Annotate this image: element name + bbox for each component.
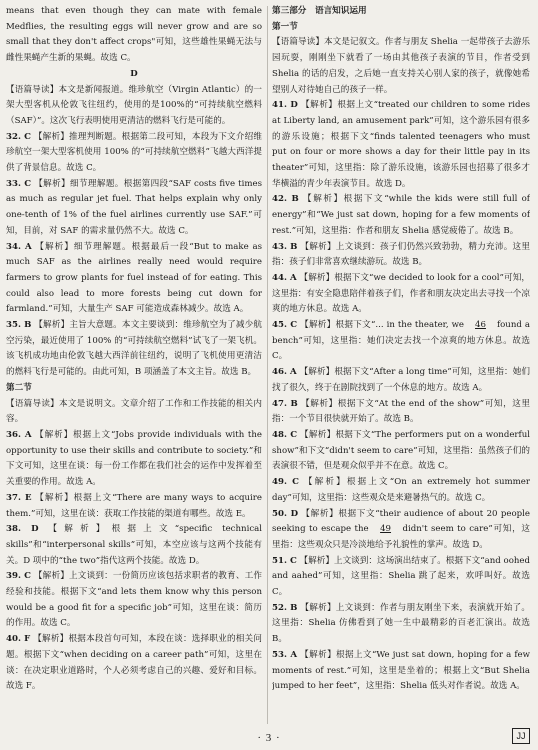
answer-item	[272, 507, 530, 554]
blank-number: 46	[475, 320, 486, 331]
answer-explanation: 【解析】上文谈到：这场演出结束了。根据下文“and oohed and aahed”可知，这里指：Shelia 跳了起来，欢呼叫好。故选 C。	[272, 555, 530, 598]
answer-label: 50. D	[272, 508, 299, 519]
answer-explanation: 【解析】根据上文“There are many ways to acquire them.”可知，这里在谈：获取工作技能的渠道有哪些。故选 E。	[6, 492, 262, 519]
blank-number: 49	[380, 524, 392, 535]
answer-item	[6, 130, 262, 177]
answer-explanation: 【解析】根据下文“their audience of about 20 people seeking to escape the	[272, 508, 530, 535]
answer-explanation: 【解析】根据下文“The performers put on a wonderful show”和下文“didn't seem to care”可知，这里指：虽然孩子们的表演很不错，但是观众似乎并不在意。故选 C。	[272, 429, 530, 472]
answer-label: 48. C	[272, 429, 298, 440]
answer-item	[272, 428, 530, 475]
answer-label: 46. A	[272, 367, 297, 378]
answer-item	[6, 177, 262, 240]
answer-item	[272, 365, 530, 396]
answer-explanation: 【解析】根据下文“we decided to look for a cool”可知，这里指：有安全隐患陪伴着孩子们，作者和朋友决定出去寻找一个凉爽的地方休息。故选 A。	[272, 272, 530, 315]
answer-label: 41. D	[272, 100, 298, 111]
answer-explanation: 【解析】上文谈到：作者与朋友刚坐下来，表演就开始了。这里指：Shelia 仿佛看到了她一生中最精彩的百老汇演出。故选 B。	[272, 602, 530, 645]
answer-label: 43. B	[272, 241, 298, 252]
passage-guide: 【语篇导读】本文是新闻报道。维珍航空（Virgin Atlantic）的一架大型客机从伦敦飞往纽约，使用的是100%的“可持续航空燃料（SAF）”。这次飞行表明使用更清洁的燃料飞行是可能的。	[6, 84, 262, 126]
answer-explanation: 【解析】上文谈到：一份简历应该包括求职者的教育、工作经验和技能。根据下文“and lets them know why this person would be a good fit for a specific job”可知，这里在谈：简历的作用。故选 C。	[6, 571, 262, 629]
answer-item	[6, 318, 262, 381]
right-column	[272, 4, 530, 728]
answer-item	[272, 475, 530, 506]
answer-label: 51. C	[272, 555, 297, 566]
answer-item	[272, 318, 530, 365]
answer-item	[272, 554, 530, 601]
passage-guide: means that even though they can mate with female Medflies, the resulting eggs will never grow and are so small that they don't affect crops"可知，这些雄性果蝇无法与雌性果蝇产生新的果蝇。故选 C。	[6, 6, 262, 64]
section-letter: D	[130, 68, 138, 79]
answer-explanation: 【解析】根据下文“while the kids were still full of energy”和“We just sat down, hoping for a few moments of rest.”可知，这里指：作者和朋友 Shelia 感觉疲倦了。故选 B。	[272, 194, 530, 236]
answer-label: 38. D	[6, 524, 39, 535]
page-badge: JJ	[512, 728, 530, 744]
answer-explanation: 【解析】主旨大意题。本文主要谈到：维珍航空为了减少航空污染，最近使用了 100% 的“可持续航空燃料”试飞了一架飞机。该飞机成功地由伦敦飞越大西洋前往纽约，说明了飞机使用更清洁的燃料飞行是可能的。由此可知，B 项涵盖了本文主旨。故选 B。	[6, 320, 262, 378]
answer-label: 35. B	[6, 320, 32, 331]
page-number: · 3 ·	[257, 732, 281, 744]
answer-explanation: 【解析】根据下文“After a long time”可知，这里指：她们找了很久，终于在剧院找到了一个休息的地方。故选 A。	[272, 367, 530, 393]
answer-item	[272, 240, 530, 271]
answer-explanation: 【解析】根据上文“specific technical skills”和“interpersonal skills”可知，本空应该与这两个技能有关。D 项中的“the two”指代这两个技能。故选 D。	[6, 524, 262, 566]
answer-explanation: 【解析】上文谈到：孩子们仍然兴致勃勃，精力充沛。这里指：孩子们非常喜欢继续游玩。故选 B。	[272, 241, 530, 268]
answer-label: 39. C	[6, 571, 31, 582]
answer-explanation: 【解析】根据上文“treated our children to some rides at Liberty land, an amusement park”可知，这个游乐园有很多的游乐设施；根据下文“finds talented teenagers who must put on four or more shows a day for their little pay in its theater”可知，这里指：除了游乐设施，该游乐园也招募了很多才华横溢的青少年表演节目。故选 D。	[272, 100, 530, 189]
answer-label: 32. C	[6, 131, 31, 142]
answer-item	[272, 192, 530, 239]
passage-guide: 【语篇导读】本文是记叙文。作者与朋友 Shelia 一起带孩子去游乐园玩耍，刚刚坐下就看了一场由其他孩子表演的节目，作者受到 Shelia 的话的启发，之后她一直支持关心别人家的孩子，就像她希望别人对待她自己的孩子一样。	[272, 37, 530, 95]
answer-explanation: 【解析】根据上文“Jobs provide individuals with the opportunity to use their skills and contribute to society.”和下文可知，这里在谈：每一份工作都在我们社会的运作中发挥着至关重要的作用。故选 A。	[6, 429, 262, 488]
answer-item	[272, 648, 530, 695]
answer-label: 53. A	[272, 649, 297, 660]
answer-item	[272, 601, 530, 648]
answer-item	[6, 632, 262, 695]
answer-item	[6, 240, 262, 319]
answer-explanation: 【解析】根据下文“At the end of the show”可知，这里指：一个节目很快就开始了。故选 B。	[272, 398, 530, 425]
answer-explanation: found a bench”可知，这里指：她们决定去找一个凉爽的地方休息。故选 C。	[272, 320, 530, 362]
answer-explanation: 【解析】细节理解题。根据最后一段“But to make as much SAF as the airlines really need would require farmers to grow plants for fuel instead of for eating. This could also lead to more forests being cut down for farmland.”可知，大量生产 SAF 可能造成森林减少。故选 A。	[6, 241, 262, 315]
answer-item	[6, 428, 262, 491]
left-column	[6, 4, 262, 728]
answer-explanation: 【解析】细节理解题。根据第四段“SAF costs five times as much as regular jet fuel. That helps explain why only one-tenth of 1% of the fuel airlines currently use SAF.”可知，目前，对 SAF 的需求量仍然不大。故选 C。	[6, 178, 262, 236]
answer-explanation: 【解析】根据本段首句可知，本段在谈：选择职业的相关问题。根据下文“when deciding on a career path”可知，这里在谈：在决定职业道路时，个人必须考虑自己的兴趣、爱好和目标。故选 F。	[6, 634, 262, 692]
answer-label: 34. A	[6, 241, 32, 252]
section-heading: 第一节	[272, 21, 298, 32]
section-heading: 第二节	[6, 382, 32, 393]
answer-label: 52. B	[272, 602, 298, 613]
passage-guide: 【语篇导读】本文是说明文。文章介绍了工作和工作技能的相关内容。	[6, 398, 262, 425]
answer-explanation: 【解析】根据上文“We just sat down, hoping for a few moments of rest.”可知，这里是坐着的；根据上文“But Shelia jumped to her feet”，这里指：Shelia 低头对作者说。故选 A。	[272, 649, 530, 692]
answer-label: 36. A	[6, 429, 32, 440]
answer-item	[6, 491, 262, 522]
answer-item	[6, 522, 262, 569]
answer-label: 45. C	[272, 320, 298, 331]
answer-explanation: 【解析】推理判断题。根据第二段可知，本段为下文介绍维珍航空一架大型客机使用 100% 的“可持续航空燃料”飞越大西洋提供了背景信息。故选 C。	[6, 131, 262, 174]
answer-item	[6, 569, 262, 632]
answer-item	[272, 271, 530, 318]
answer-label: 44. A	[272, 272, 297, 283]
column-divider	[267, 6, 268, 724]
section-heading: 第三部分 语言知识运用	[272, 6, 367, 16]
answer-item	[272, 397, 530, 428]
answer-explanation: 【解析】根据下文“... in the theater, we	[300, 320, 468, 331]
answer-label: 47. B	[272, 398, 298, 409]
answer-label: 49. C	[272, 477, 299, 488]
answer-explanation: didn't seem to care”可知，这里指：这些观众只是冷淡地给予礼貌性的掌声。故选 D。	[272, 524, 530, 550]
answer-label: 37. E	[6, 492, 32, 503]
answer-label: 33. C	[6, 178, 32, 189]
answer-label: 42. B	[272, 194, 299, 205]
answer-explanation: 【解析】根据上文“On an extremely hot summer day”可知，这里指：这些观众是来避暑热气的。故选 C。	[272, 477, 530, 503]
answer-label: 40. F	[6, 634, 31, 645]
answer-item	[272, 98, 530, 192]
